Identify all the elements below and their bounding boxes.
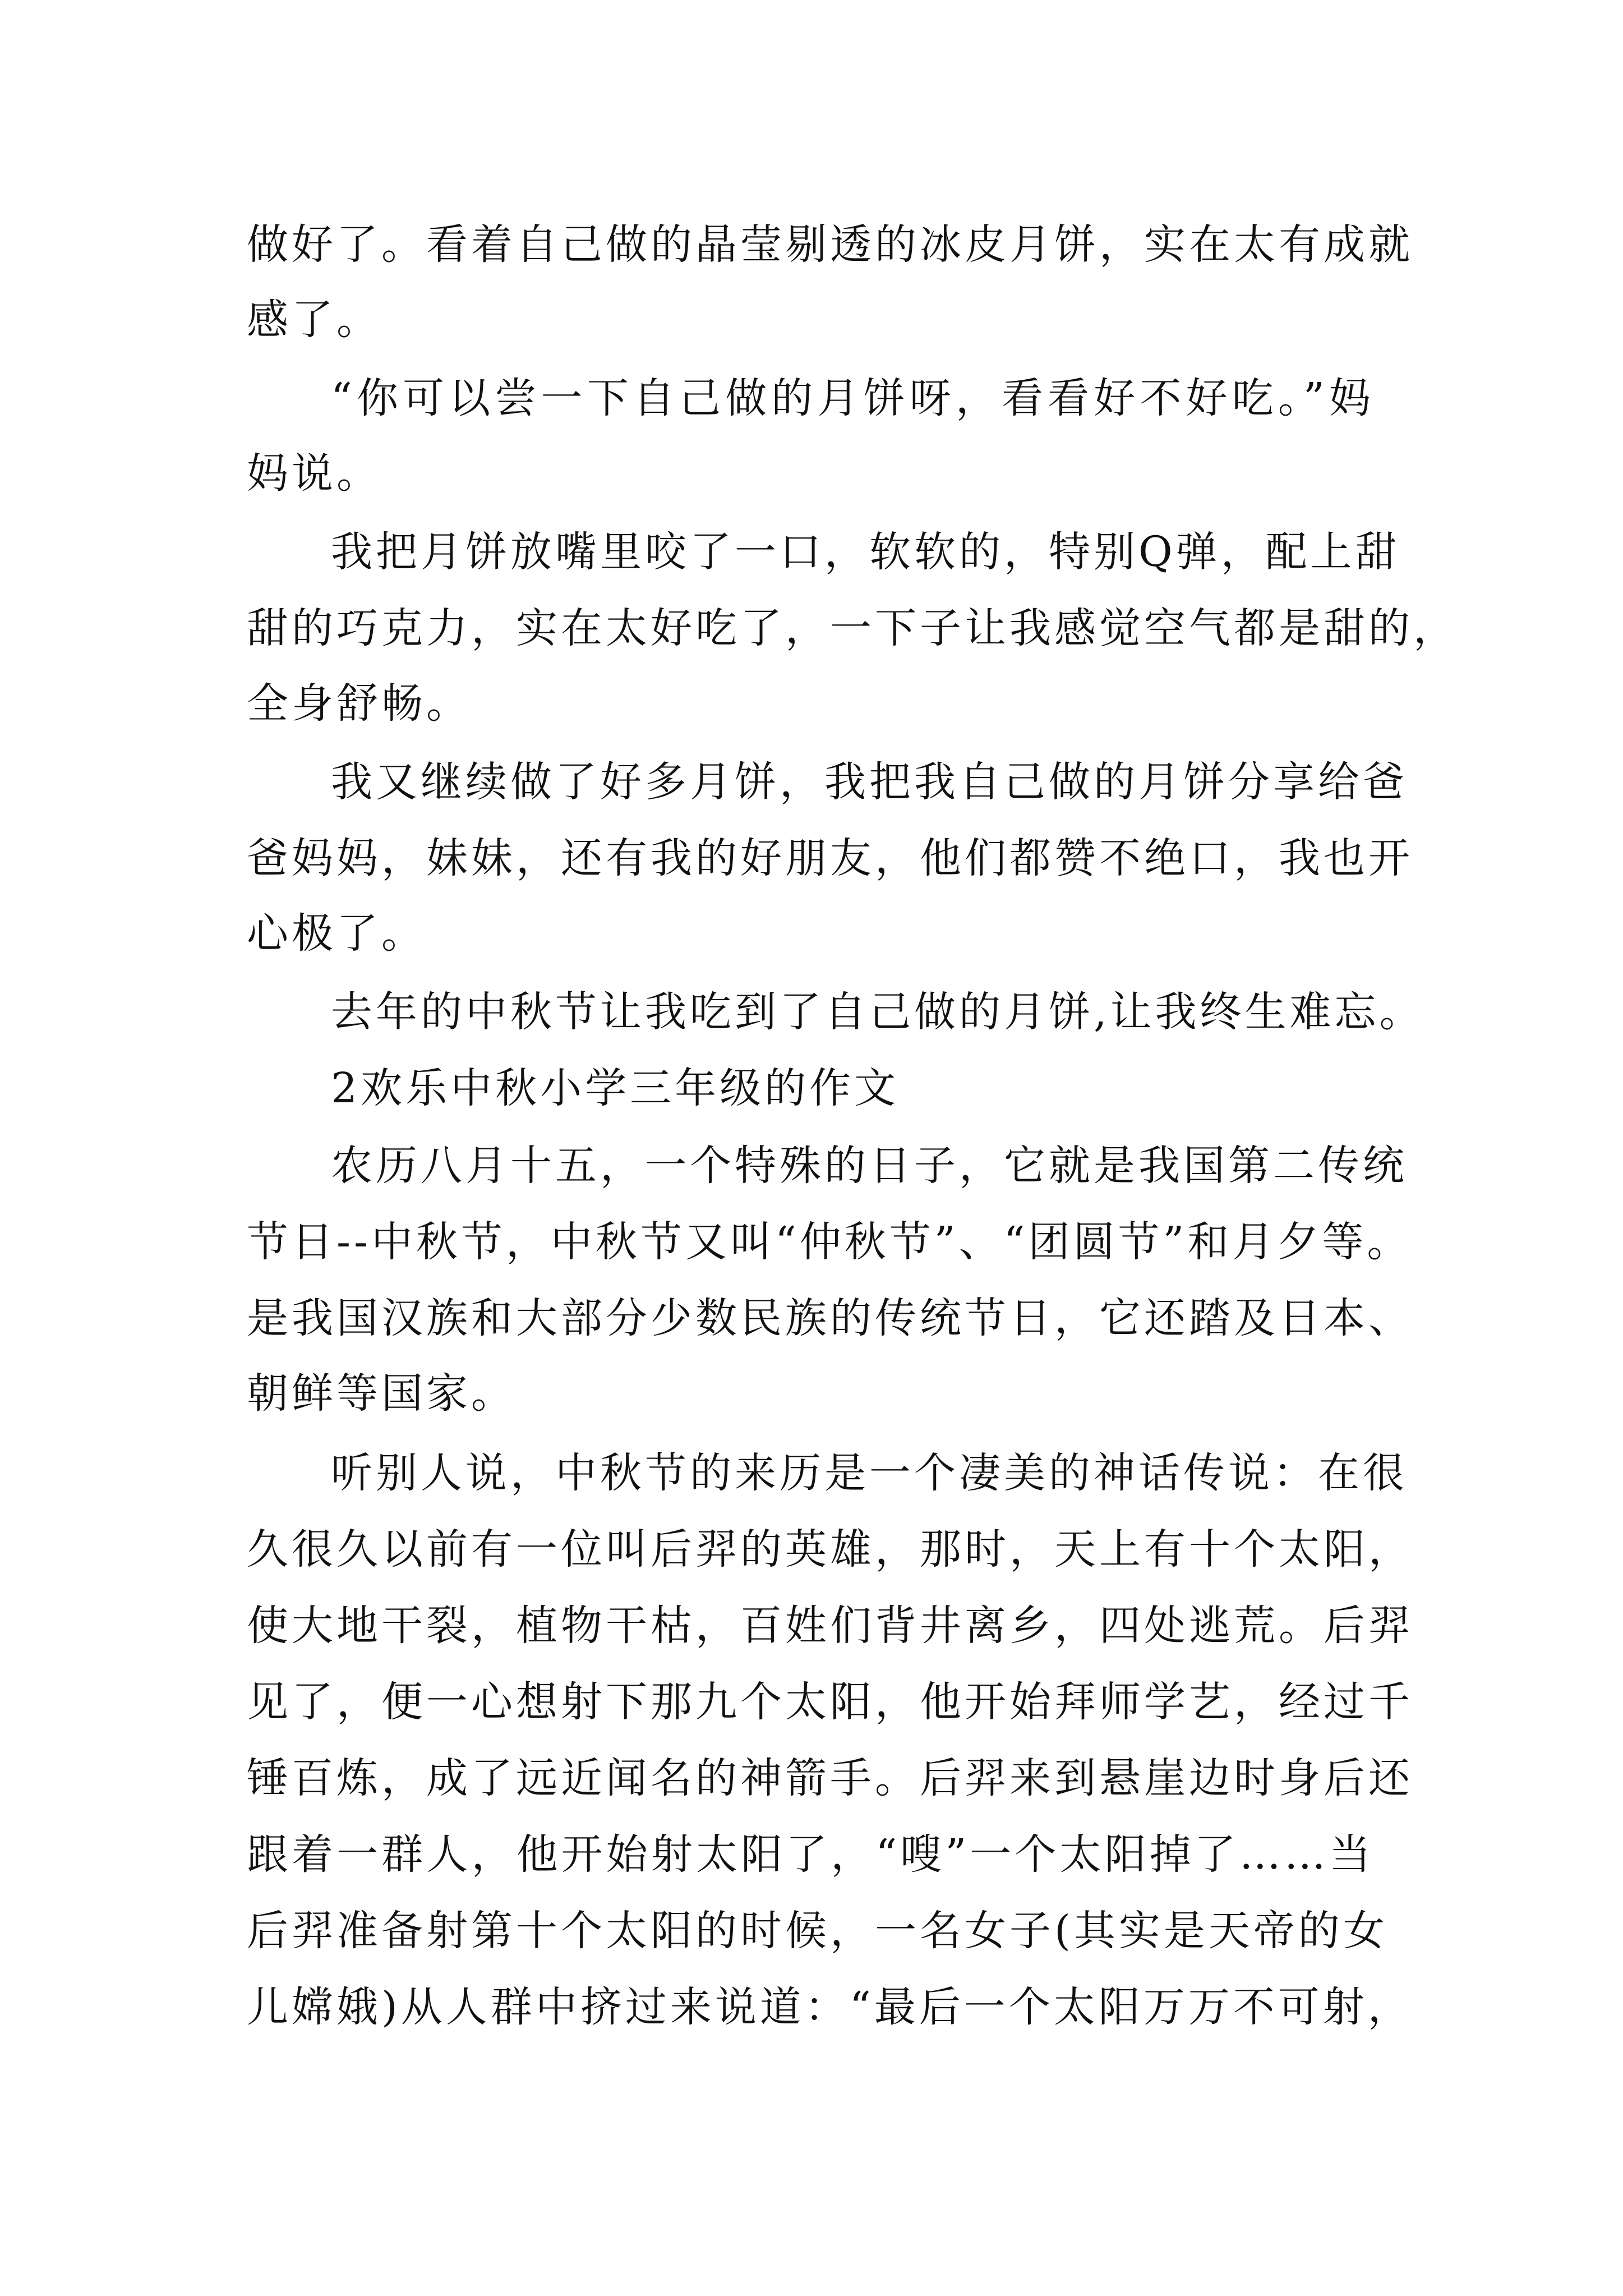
text-line: 去年的中秋节让我吃到了自己做的月饼,让我终生难忘。: [331, 988, 1424, 1036]
text-line: 朝鲜等国家。: [247, 1369, 516, 1418]
text-line: 妈说。: [247, 449, 381, 498]
text-line: 节日--中秋节，中秋节又叫“仲秋节”、“团圆节”和月夕等。: [247, 1218, 1412, 1266]
text-line: 听别人说，中秋节的来历是一个凄美的神话传说：在很: [331, 1449, 1408, 1497]
text-line: 见了，便一心想射下那九个太阳，他开始拜师学艺，经过千: [247, 1678, 1413, 1726]
text-line: 使大地干裂，植物干枯，百姓们背井离乡，四处逃荒。后羿: [247, 1602, 1413, 1650]
text-line: 农历八月十五，一个特殊的日子，它就是我国第二传统: [331, 1142, 1408, 1190]
text-line: 感了。: [247, 296, 381, 344]
text-line: 爸妈妈，妹妹，还有我的好朋友，他们都赞不绝口，我也开: [247, 834, 1413, 882]
text-line: 我又继续做了好多月饼，我把我自己做的月饼分享给爸: [331, 758, 1408, 806]
text-line: 是我国汉族和大部分少数民族的传统节日，它还踏及日本、: [247, 1294, 1413, 1342]
text-line: 儿嫦娥)从人群中挤过来说道：“最后一个太阳万万不可射，: [247, 1983, 1413, 2031]
text-line: 后羿准备射第十个太阳的时候，一名女子(其实是天帝的女: [247, 1907, 1388, 1955]
text-line: 我把月饼放嘴里咬了一口，软软的，特别Q弹，配上甜: [331, 528, 1400, 576]
text-line: 锤百炼，成了远近闻名的神箭手。后羿来到悬崖边时身后还: [247, 1754, 1413, 1802]
text-line: 心极了。: [247, 909, 426, 958]
text-line: 久很久以前有一位叫后羿的英雄，那时，天上有十个太阳，: [247, 1525, 1413, 1573]
text-line: “你可以尝一下自己做的月饼呀，看看好不好吃。”妈: [331, 374, 1374, 422]
text-line: 做好了。看着自己做的晶莹剔透的冰皮月饼，实在太有成就: [247, 220, 1413, 269]
text-line: 跟着一群人，他开始射太阳了，“嗖”一个太阳掉了……当: [247, 1830, 1374, 1879]
text-line: 全身舒畅。: [247, 679, 471, 728]
section-heading: 2欢乐中秋小学三年级的作文: [331, 1064, 900, 1112]
text-line: 甜的巧克力，实在太好吃了，一下子让我感觉空气都是甜的，: [247, 604, 1458, 652]
